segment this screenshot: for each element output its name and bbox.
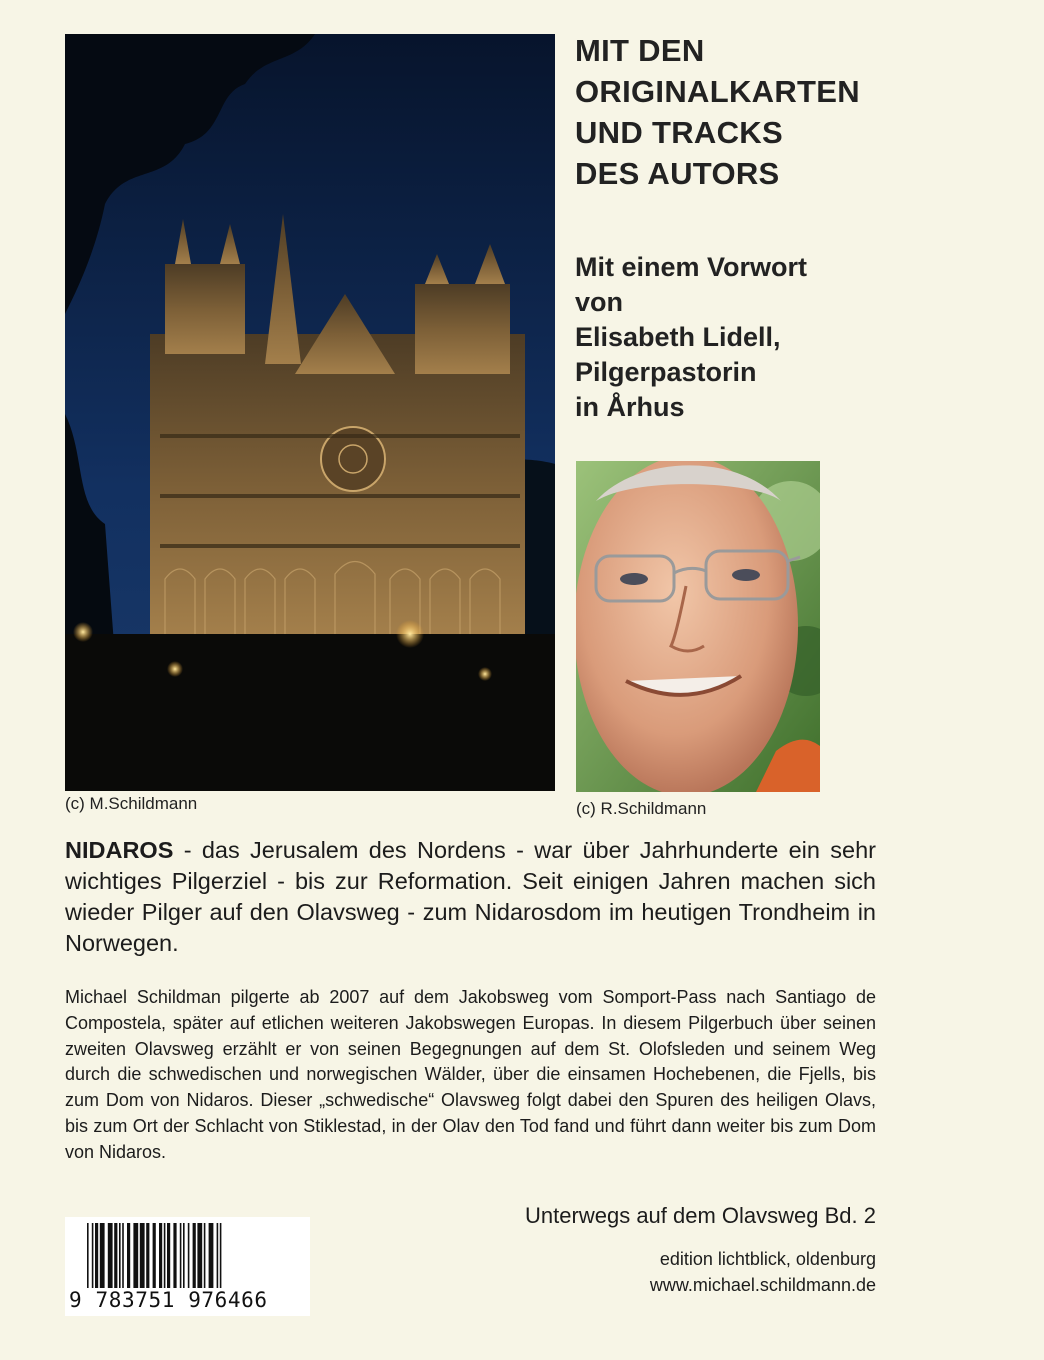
barcode-bar [193,1223,196,1289]
headline-line: UND TRACKS [575,115,783,150]
intro-lead: NIDAROS [65,837,174,863]
barcode-bar [209,1223,214,1289]
foreword-line: in Århus [575,392,685,422]
barcode-bar [197,1223,202,1289]
barcode-bar [183,1223,185,1289]
barcode-bar [173,1223,176,1289]
intro-paragraph [65,835,876,959]
publisher-website: www.michael.schildmann.de [649,1275,876,1295]
intro-text: - das Jerusalem des Nordens - war über Jahrhunderte ein sehr wichtiges Pilgerziel - bis zur Reformation. Seit einigen Jahren machen sich wieder Pilger auf den Olavsweg - zum Nidarosdom im heutigen Trondheim in Norwegen. [65,837,876,956]
barcode-bar [114,1223,117,1289]
barcode-bar [217,1223,219,1289]
barcode-bar [87,1223,89,1289]
barcode-bar [133,1223,138,1289]
barcode-bar [159,1223,162,1289]
description-paragraph: Michael Schildman pilgerte ab 2007 auf dem Jakobsweg vom Somport-Pass nach Santiago de Compostela, später auf etlichen weiteren Jakobswegen Europas. In diesem Pilgerbuch über seinen zweiten Olavsweg erzählt er von seinen Begegnungen auf dem St. Olofsleden und seinem Weg durch die schwedischen und norwegischen Wälder, über die einsamen Hochebenen, die Fjells, bis zum Dom von Nidaros. Dieser „schwedische“ Olavsweg folgt dabei den Spuren des heiligen Olavs, bis zum Ort der Schlacht von Stiklestad, in der Olav den Tod fand und führt dann weiter bis zum Dom von Nidaros. [65,987,876,1162]
foreword-line: Elisabeth Lidell, [575,322,781,352]
barcode-bar [188,1223,190,1289]
barcode-bar [146,1223,149,1289]
cathedral-photo-credit: (c) M.Schildmann [65,794,198,813]
barcode-bar [127,1223,130,1289]
headline-line: ORIGINALKARTEN [575,74,860,109]
series-title: Unterwegs auf dem Olavsweg Bd. 2 [525,1203,876,1228]
isbn-barcode [65,1217,310,1316]
publisher-info [650,1246,876,1298]
barcode-bar [100,1223,105,1289]
foreword-line: Pilgerpastorin [575,357,757,387]
publisher-name: edition lichtblick, oldenburg [659,1249,876,1269]
isbn-digits: 9 783751 976466 [69,1288,306,1312]
barcode-bar [153,1223,156,1289]
barcode-bar [180,1223,182,1289]
barcode-bar [122,1223,124,1289]
barcode-bar [108,1223,113,1289]
portrait-photo-credit: (c) R.Schildmann [576,799,707,818]
foreword-note [575,250,1015,425]
headline [575,30,1015,194]
foreword-line: Mit einem Vorwort [575,252,808,282]
cathedral-photo [65,34,555,791]
barcode-bar [119,1223,121,1289]
barcode-bar [140,1223,145,1289]
barcode-bar [95,1223,98,1289]
barcode-bar [164,1223,166,1289]
barcode-bar [220,1223,222,1289]
barcode-bar [92,1223,94,1289]
headline-line: DES AUTORS [575,156,780,191]
foreword-line: von [575,287,624,317]
barcode-bar [167,1223,170,1289]
author-portrait [576,461,820,792]
barcode-bar [204,1223,206,1289]
headline-line: MIT DEN [575,33,705,68]
